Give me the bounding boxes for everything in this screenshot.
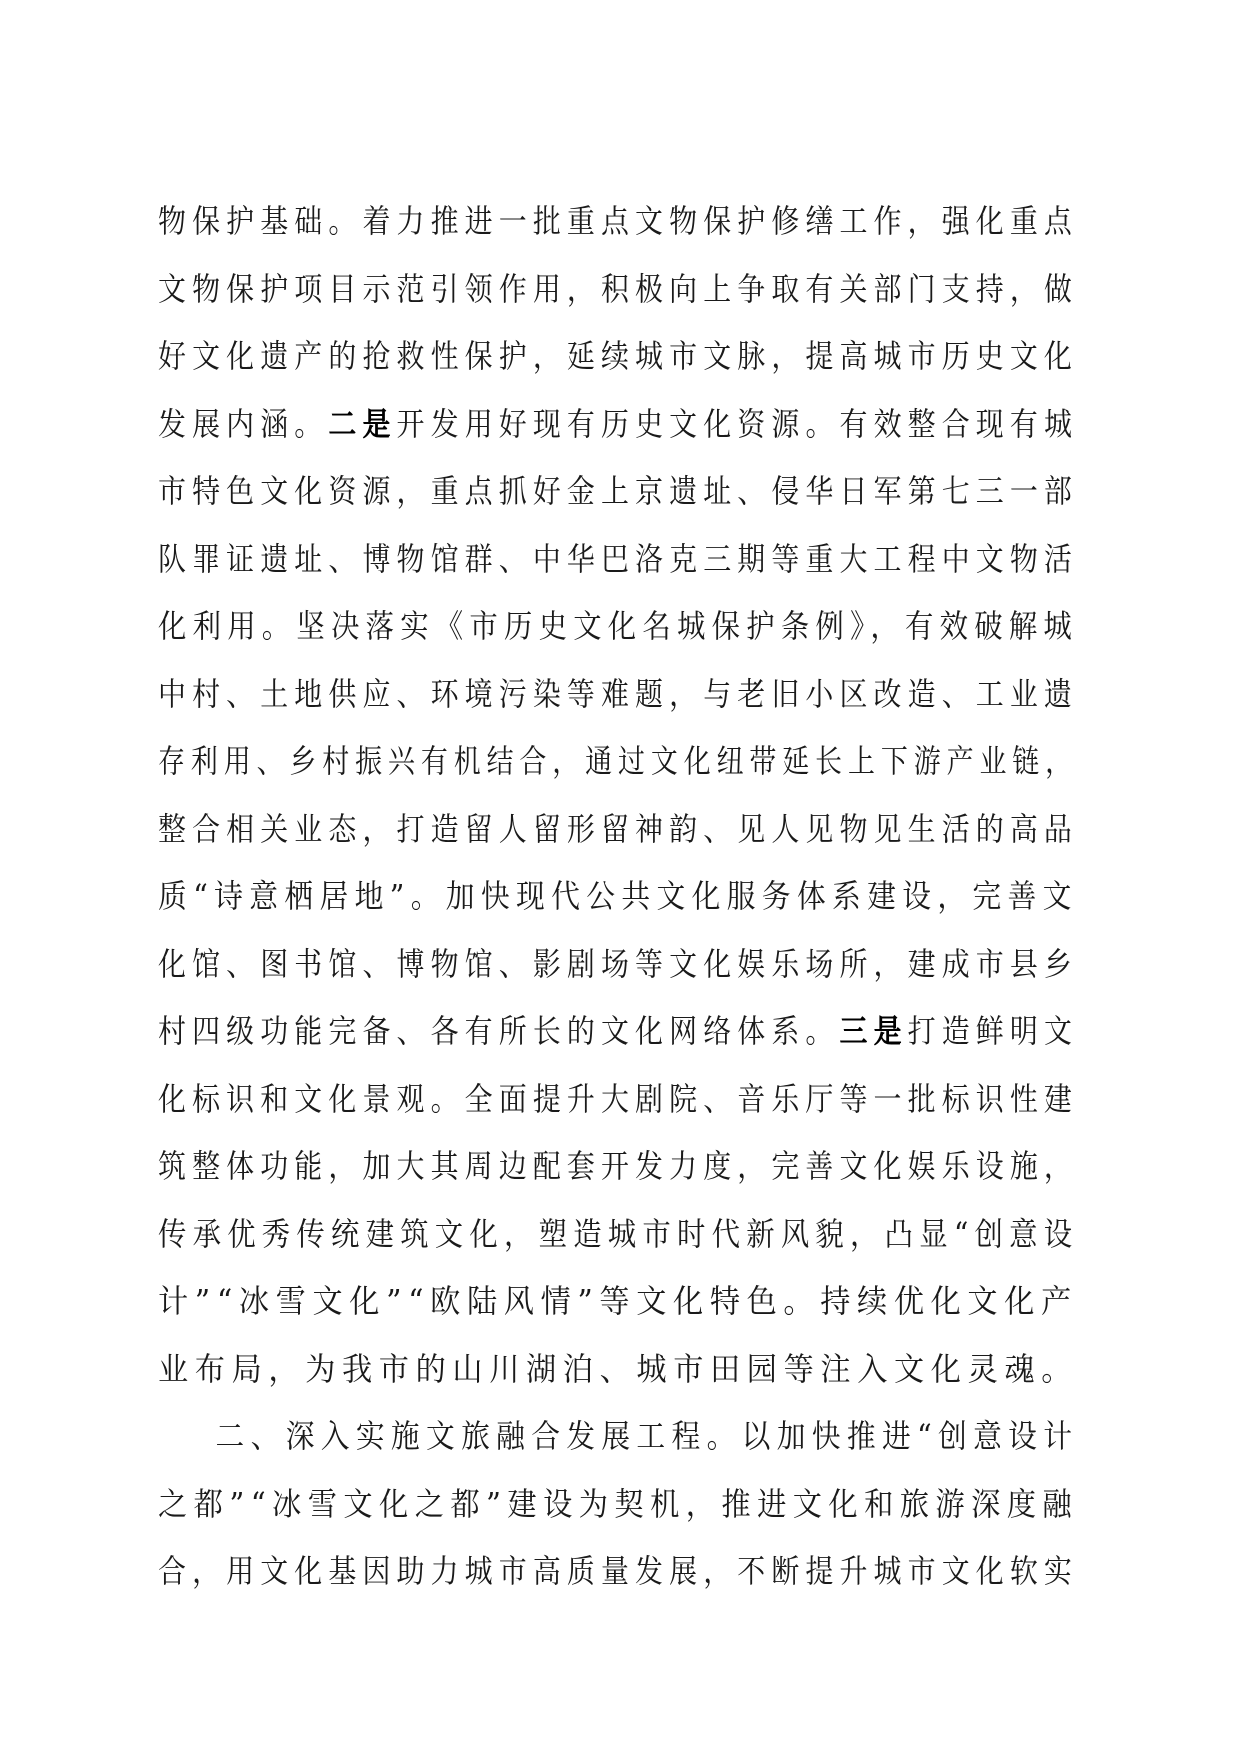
text-line: [158, 796, 1079, 864]
text-segment: 物保护基础。着力推进一批重点文物保护修缮工作，强化重点: [158, 202, 1079, 240]
text-segment: 发展内涵。: [158, 404, 329, 443]
text-line: [158, 256, 1079, 324]
text-segment: 化馆、图书馆、博物馆、影剧场等文化娱乐场所，建成市县乡: [158, 944, 1079, 983]
text-line: [158, 1268, 1078, 1336]
text-segment: 好文化遗产的抢救性保护，延续城市文脉，提高城市历史文化: [158, 337, 1079, 375]
text-segment: 市特色文化资源，重点抓好金上京遗址、侵华日军第七三一部: [158, 472, 1079, 510]
text-segment: 队罪证遗址、博物馆群、中华巴洛克三期等重大工程中文物活: [158, 539, 1079, 578]
text-line: [158, 998, 1079, 1066]
paragraph: [158, 1403, 1078, 1606]
text-segment: 打造鲜明文: [907, 1012, 1079, 1050]
text-line: [158, 1066, 1079, 1134]
text-line: [158, 1133, 1079, 1201]
text-segment: 中村、土地供应、环境污染等难题，与老旧小区改造、工业遗: [158, 674, 1079, 713]
text-segment: 文物保护项目示范引领作用，积极向上争取有关部门支持，做: [158, 269, 1079, 308]
text-line: [158, 1336, 1079, 1404]
text-line: [158, 526, 1079, 594]
text-segment: 村四级功能完备、各有所长的文化网络体系。: [158, 1012, 840, 1050]
text-segment: 业布局，为我市的山川湖泊、城市田园等注入文化灵魂。: [158, 1349, 1079, 1388]
text-segment: 质“诗意栖居地”。加快现代公共文化服务体系建设，完善文: [158, 877, 1078, 915]
text-segment: 化利用。坚决落实《市历史文化名城保护条例》，有效破解城: [158, 607, 1079, 645]
text-line: [158, 1471, 1079, 1539]
text-segment: 化标识和文化景观。全面提升大剧院、音乐厅等一批标识性建: [158, 1079, 1079, 1118]
text-line: [158, 391, 1079, 459]
paragraph: [158, 188, 1078, 1403]
text-line: [158, 458, 1079, 526]
text-segment: 之都”“冰雪文化之都”建设为契机，推进文化和旅游深度融: [158, 1484, 1079, 1523]
text-line: [158, 1538, 1079, 1606]
body-text: [158, 188, 1078, 1606]
text-segment: 计”“冰雪文化”“欧陆风情”等文化特色。持续优化文化产: [158, 1282, 1078, 1320]
text-segment: 筑整体功能，加大其周边配套开发力度，完善文化娱乐设施，: [158, 1147, 1079, 1185]
text-segment: 二、深入实施文旅融合发展工程。以加快推进“创意设计: [215, 1417, 1079, 1455]
text-segment: 传承优秀传统建筑文化，塑造城市时代新风貌，凸显“创意设: [158, 1214, 1079, 1253]
text-line: [158, 323, 1079, 391]
text-line: [158, 1201, 1079, 1269]
text-line: [158, 1403, 1079, 1471]
text-segment: 存利用、乡村振兴有机结合，通过文化纽带延长上下游产业链，: [158, 742, 1079, 780]
text-line: [158, 661, 1079, 729]
emphasis-text: 二是: [328, 404, 397, 443]
text-segment: 开发用好现有历史文化资源。有效整合现有城: [396, 404, 1079, 443]
emphasis-text: 三是: [839, 1012, 908, 1050]
text-line: [158, 188, 1079, 256]
text-line: [158, 593, 1079, 661]
text-segment: 合，用文化基因助力城市高质量发展，不断提升城市文化软实: [158, 1552, 1079, 1590]
text-segment: 整合相关业态，打造留人留形留神韵、见人见物见生活的高品: [158, 809, 1079, 848]
text-line: [158, 931, 1079, 999]
text-line: [158, 728, 1079, 796]
text-line: [158, 863, 1078, 931]
